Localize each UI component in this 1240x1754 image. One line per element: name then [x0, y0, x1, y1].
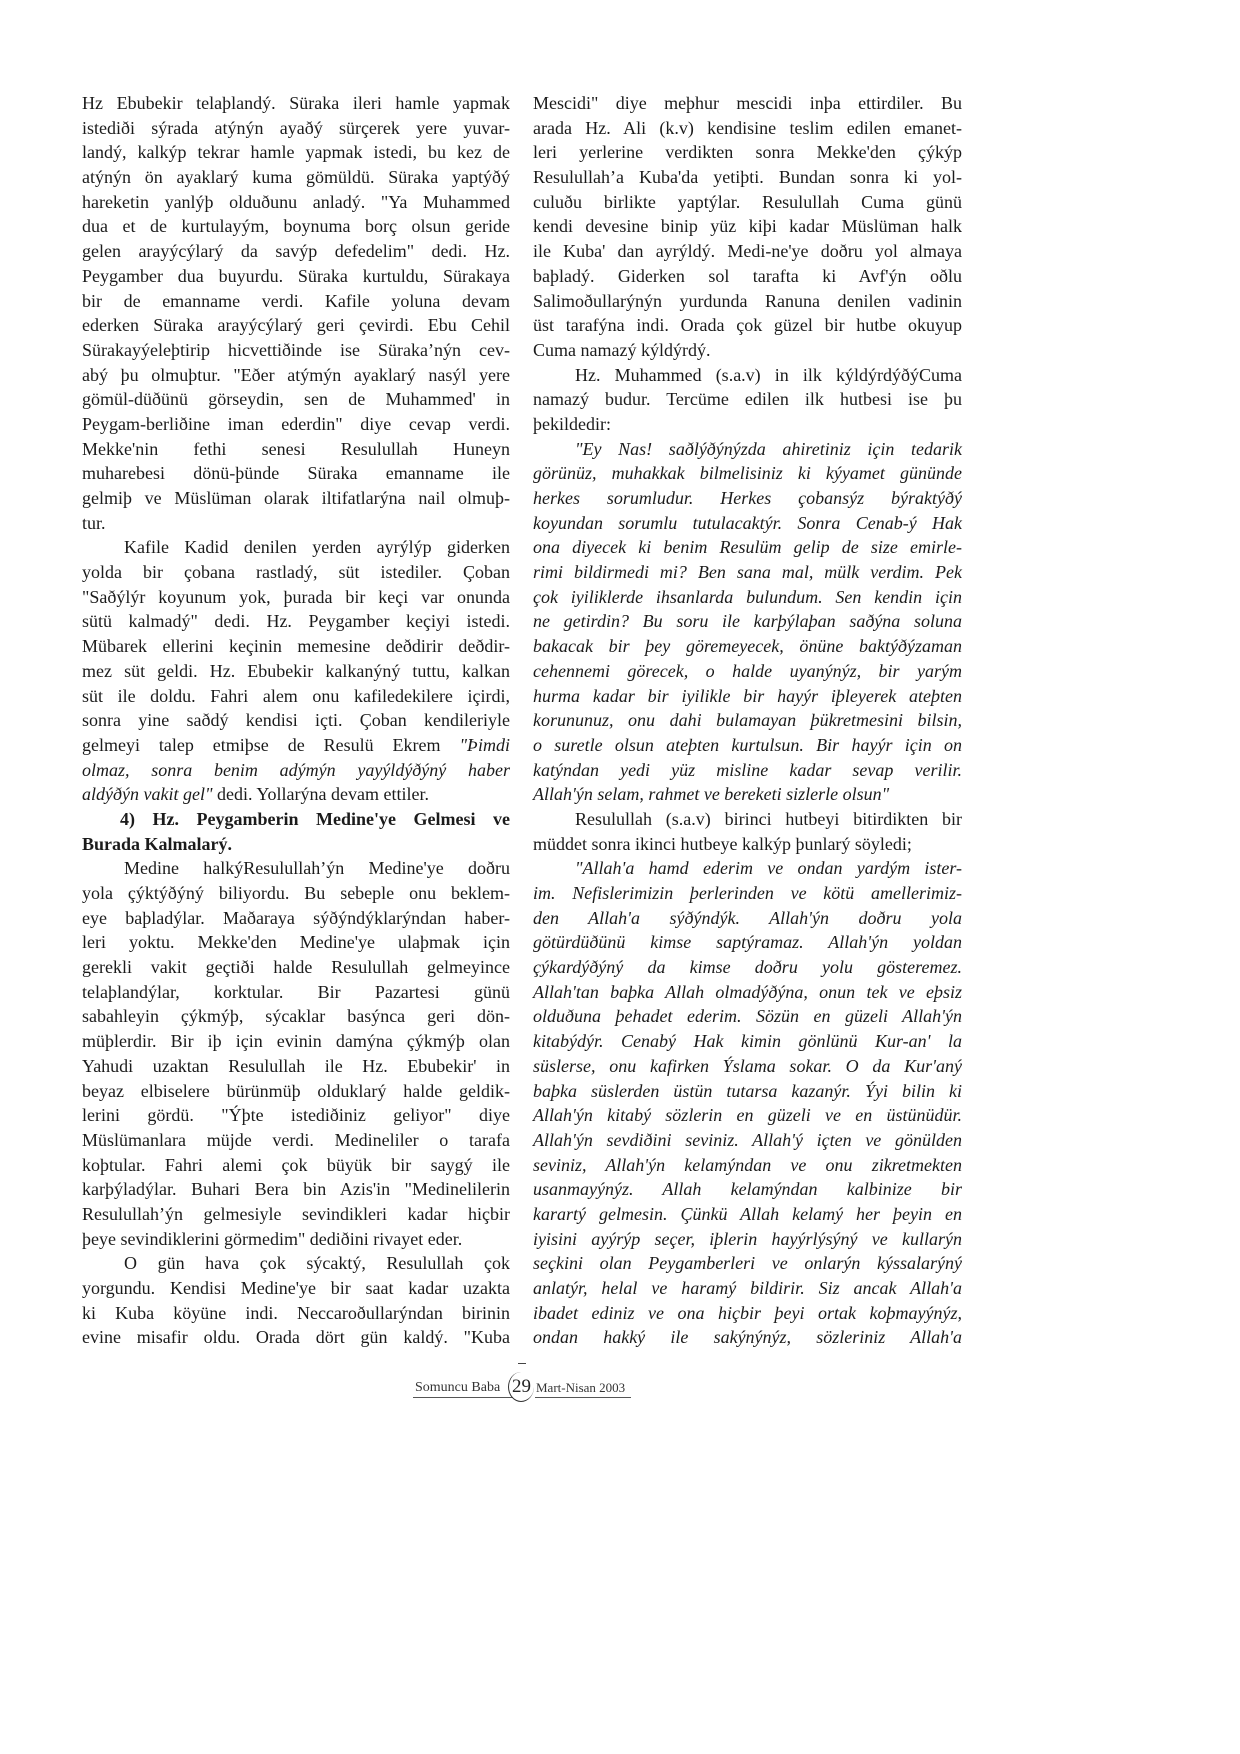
- text-line: Peygam-berliðine iman ederdin" diye cevap verdi.: [82, 413, 510, 434]
- text-line: Mekke'nin fethi senesi Resulullah Huneyn: [82, 438, 510, 459]
- text-line: muharebesi dönü-þünde Süraka emanname ile: [82, 463, 510, 484]
- text-line: Mescidi" diye meþhur mescidi inþa ettirdiler. Bu: [533, 93, 962, 113]
- page-footer: [413, 1360, 633, 1404]
- text-run: gelmeyi talep etmiþse de Resulü Ekrem: [82, 734, 460, 755]
- text-line: sonra yine saðdý kendisi içti. Çoban kendileriyle: [82, 710, 510, 731]
- text-line: im. Nefislerimizin þerlerinden ve kötü amellerimiz-: [533, 883, 962, 903]
- text-line: Peygamber dua buyurdu. Süraka kurtuldu, Sürakaya: [82, 265, 510, 286]
- paragraph: [533, 91, 962, 363]
- text-line: telaþlandýlar, korktular. Bir Pazartesi günü: [82, 981, 510, 1002]
- paragraph: [82, 1251, 510, 1350]
- quote-paragraph: [533, 437, 962, 807]
- text-line: korununuz, onu dahi bulamayan þükretmesini bilsin,: [533, 710, 962, 731]
- text-line: den Allah'a sýðýndýk. Allah'ýn doðru yola: [533, 907, 962, 928]
- text-line: evine misafir oldu. Orada dört gün kaldý. "Kuba: [82, 1327, 510, 1348]
- text-line: ile Kuba' dan ayrýldý. Medi-ne'ye doðru yol almaya: [533, 241, 962, 262]
- text-line: mez süt geldi. Hz. Ebubekir kalkanýný tuttu, kalkan: [82, 660, 510, 681]
- text-column-right: [533, 91, 962, 1350]
- text-line: yolda bir çobana rastladý, süt istediler. Çoban: [82, 562, 510, 583]
- text-line: yorgundu. Kendisi Medine'ye bir saat kadar uzakta: [82, 1278, 510, 1298]
- text-line: hurma kadar bir iyilikle bir hayýr iþleyerek ateþten: [533, 685, 962, 706]
- footer-rule-left: [413, 1397, 513, 1398]
- text-line: cehennemi görecek, o halde uyanýnýz, bir yarým: [533, 660, 962, 681]
- text-line: Resulullah (s.a.v) birinci hutbeyi bitirdikten bir: [575, 808, 962, 829]
- text-line: süt ile doldu. Fahri alem onu kafiledekilere içirdi,: [82, 685, 510, 706]
- text-line: beyaz elbiselere bürünmüþ olduklarý halde geldik-: [82, 1080, 510, 1101]
- text-line: "Saðýlýr koyunum yok, þurada bir keçi var onunda: [82, 586, 510, 607]
- paragraph: [82, 856, 510, 1251]
- section-heading: [82, 807, 510, 856]
- text-line: herkes sorumludur. Herkes çobansýz býraktýðý: [533, 488, 962, 508]
- text-line: Cuma namazý kýldýrdý.: [533, 339, 711, 360]
- text-line: o suretle olsun ateþten kurtulsun. Bir hayýr için on: [533, 734, 962, 755]
- text-line: çok iyiliklerde ihsanlarda bulundum. Sen kendin için: [533, 586, 962, 607]
- text-line: abý þu olmuþtur. "Eðer atýmýn ayaklarý nasýl yere: [82, 364, 510, 385]
- text-line: Resulullah’ýn gelmesiyle sevindikleri kadar hiçbir: [82, 1203, 510, 1224]
- text-line: Medine halkýResulullah’ýn Medine'ye doðru: [124, 858, 510, 879]
- text-line: müþlerdir. Bir iþ için evinin damýna çýkmýþ olan: [82, 1031, 510, 1052]
- text-line: rimi bildirmedi mi? Ben sana mal, mülk verdim. Pek: [533, 562, 962, 583]
- text-line: kendi devesine binip yüz kiþi kadar Müslüman halk: [533, 216, 962, 237]
- text-line: anlatýr, helal ve haramý bildirir. Siz ancak Allah'a: [533, 1278, 962, 1298]
- issue-date: Mart-Nisan 2003: [536, 1380, 626, 1395]
- text-line: sabahleyin çýkmýþ, sýcaklar basýnca geri dön-: [82, 1006, 510, 1027]
- text-line: Salimoðullarýnýn yurdunda Ranuna denilen vadinin: [533, 290, 962, 311]
- text-line: eye baþladýlar. Maðaraya sýðýndýklarýndan haber-: [82, 907, 510, 928]
- page-number-mark: [518, 1363, 526, 1364]
- text-line: leri yerlerine verdikten sonra Mekke'den çýkýp: [533, 142, 962, 163]
- text-line: karartý gelmesin. Çünkü Allah kelamý her þeyin en: [533, 1203, 962, 1224]
- text-line: namazý budur. Tercüme edilen ilk hutbesi ise þu: [533, 389, 962, 410]
- paragraph: [533, 363, 962, 437]
- italic-run: olmaz, sonra benim adýmýn yayýldýðýný haber: [82, 759, 510, 780]
- text-line: koyundan sorumlu tutulacaktýr. Sonra Cenab-ý Hak: [533, 512, 962, 533]
- quote-paragraph: [533, 856, 962, 1350]
- text-line: götürdüðünü kimse saptýramaz. Allah'ýn yoldan: [533, 932, 962, 953]
- text-line: lerini gördü. "Ýþte istediðiniz geliyor" diye: [82, 1105, 510, 1126]
- text-line: Yahudi uzaktan Resulullah ile Hz. Ebubekir' in: [82, 1055, 510, 1076]
- text-line: gelmiþ ve Müslüman olarak iltifatlarýna nail olmuþ-: [82, 488, 510, 508]
- text-line: seviniz, Allah'ýn kelamýndan ve onu zikretmekten: [533, 1154, 962, 1175]
- text-line: Kafile Kadid denilen yerden ayrýlýp giderken: [124, 537, 510, 558]
- text-line: üst tarafýna indi. Orada çok güzel bir hutbe okuyup: [533, 315, 962, 336]
- text-line: "Allah'a hamd ederim ve ondan yardým ister-: [575, 858, 962, 879]
- text-line: ki Kuba köyüne indi. Neccaroðullarýndan birinin: [82, 1302, 510, 1323]
- text-line: þeye sevindiklerini görmedim" dediðini rivayet eder.: [82, 1228, 463, 1249]
- text-line: seçkini olan Peygamberleri ve onlarýn kýssalarýný: [533, 1253, 962, 1274]
- text-line: baþka süslerden üstün tutarsa kazanýr. Ýyi bilin ki: [533, 1080, 962, 1101]
- text-line: "Ey Nas! saðlýðýnýzda ahiretiniz için tedarik: [575, 438, 962, 459]
- text-column-left: [82, 91, 510, 1350]
- text-line: Allah'ýn selam, rahmet ve bereketi sizlerle olsun": [533, 784, 890, 805]
- text-line: Hz. Muhammed (s.a.v) in ilk kýldýrdýðýCuma: [575, 364, 962, 385]
- text-line: tur.: [82, 512, 106, 533]
- text-line: süslerse, onu kafirken Ýslama sokar. O da Kur'aný: [533, 1055, 962, 1076]
- text-line: Burada Kalmalarý.: [82, 833, 233, 854]
- text-line: sütü kalmadý" dedi. Hz. Peygamber keçiyi istedi.: [82, 611, 510, 632]
- italic-run: aldýðýn vakit gel": [82, 784, 213, 805]
- text-line: gömül-düðünü görseydin, sen de Muhammed' in: [82, 389, 510, 410]
- text-line: Allah'ýn sevdiðini seviniz. Allah'ý içten ve gönülden: [533, 1129, 962, 1150]
- text-line: [82, 758, 510, 783]
- text-line: þekildedir:: [533, 413, 611, 434]
- text-line: Hz Ebubekir telaþlandý. Süraka ileri hamle yapmak: [82, 93, 510, 113]
- paragraph: [82, 535, 510, 807]
- page-number: 29: [512, 1376, 531, 1397]
- text-line: Allah'tan baþka Allah olmadýðýna, onun tek ve eþsiz: [533, 981, 962, 1002]
- footer-rule-right: [535, 1397, 631, 1398]
- text-line: ne getirdin? Bu soru ile karþýlaþan saðýna soluna: [533, 611, 962, 632]
- text-line: Mübarek ellerini keçinin memesine deðdirir deðdir-: [82, 636, 510, 657]
- paragraph: [533, 807, 962, 856]
- text-line: çýkardýðýný da kimse doðru yolu gösteremez.: [533, 957, 962, 978]
- text-line: kitabýdýr. Cenabý Hak kimin gönlünü Kur-an' la: [533, 1031, 962, 1052]
- text-line: hareketin yanlýþ olduðunu anladý. "Ya Muhammed: [82, 191, 510, 212]
- text-line: bakacak bir þey göremeyecek, önüne baktýðýzaman: [533, 636, 962, 657]
- text-line: katýndan yedi yüz misline kadar sevap verilir.: [533, 759, 962, 780]
- text-line: Allah'ýn kitabý sözlerin en güzeli ve en üstünüdür.: [533, 1105, 962, 1126]
- text-line: arada Hz. Ali (k.v) kendisine teslim edilen emanet-: [533, 117, 962, 138]
- italic-run: "Þimdi: [459, 734, 510, 755]
- text-line: karþýladýlar. Buhari Bera bin Azis'in "Medinelilerin: [82, 1179, 510, 1200]
- text-line: ederken Süraka arayýcýlarý geri çevirdi. Ebu Cehil: [82, 315, 510, 336]
- paragraph: [82, 91, 510, 535]
- text-line: görünüz, muhakkak bilmelisiniz ki kýyamet gününde: [533, 463, 962, 484]
- text-line: bir de emanname verdi. Kafile yoluna devam: [82, 290, 510, 311]
- text-line: baþladý. Giderken sol tarafta ki Avf'ýn oðlu: [533, 265, 962, 286]
- text-line: dua et de kurtulayým, boynuma borç olsun geride: [82, 216, 510, 237]
- text-line: landý, kalkýp tekrar hamle yapmak istedi, bu kez de: [82, 142, 510, 163]
- text-line: istediði sýrada atýnýn ayaðý sürçerek yere yuvar-: [82, 117, 510, 138]
- text-line: atýnýn ön ayaklarý kuma gömüldü. Süraka yaptýðý: [82, 167, 510, 188]
- text-line: Resulullah’a Kuba'da yetiþti. Bundan sonra ki yol-: [533, 167, 962, 188]
- text-line: ondan hakký ile sakýnýnýz, sözleriniz Allah'a: [533, 1327, 962, 1348]
- text-line: culuðu birlikte yaptýlar. Resulullah Cuma günü: [533, 191, 962, 212]
- text-run: dedi. Yollarýna devam ettiler.: [212, 784, 429, 805]
- text-line: ibadet ediniz ve ona hiçbir þeyi ortak koþmayýnýz,: [533, 1302, 962, 1323]
- text-line: koþtular. Fahri alemi çok büyük bir saygý ile: [82, 1154, 510, 1175]
- text-line: gelen arayýcýlarý da savýp defedelim" dedi. Hz.: [82, 241, 510, 262]
- text-line: 4) Hz. Peygamberin Medine'ye Gelmesi ve: [120, 808, 510, 829]
- text-line: iyisini ayýrýp seçer, iþlerin hayýrlýsýný ve kullarýn: [533, 1228, 962, 1249]
- text-line: Müslümanlara müjde verdi. Medineliler o tarafa: [82, 1129, 510, 1150]
- text-line: leri yoktu. Mekke'den Medine'ye ulaþmak için: [82, 932, 510, 953]
- text-line: müddet sonra ikinci hutbeye kalkýp þunlarý söyledi;: [533, 833, 912, 854]
- text-line: [82, 782, 510, 807]
- text-line: olduðuna þehadet ederim. Sözün en güzeli Allah'ýn: [533, 1006, 962, 1027]
- magazine-name: Somuncu Baba: [415, 1380, 501, 1395]
- text-line: Sürakayýeleþtirip hicvettiðinde ise Süraka’nýn cev-: [82, 339, 510, 360]
- text-line: [82, 733, 510, 758]
- text-line: yola çýktýðýný biliyordu. Bu sebeple onu beklem-: [82, 883, 510, 903]
- text-line: gerekli vakit geçtiði halde Resulullah gelmeyince: [82, 957, 510, 978]
- text-line: usanmayýnýz. Allah kelamýndan kalbinize bir: [533, 1179, 962, 1200]
- text-line: ona diyecek ki benim Resulüm gelip de size emirle-: [533, 537, 962, 558]
- text-line: O gün hava çok sýcaktý, Resulullah çok: [124, 1253, 510, 1274]
